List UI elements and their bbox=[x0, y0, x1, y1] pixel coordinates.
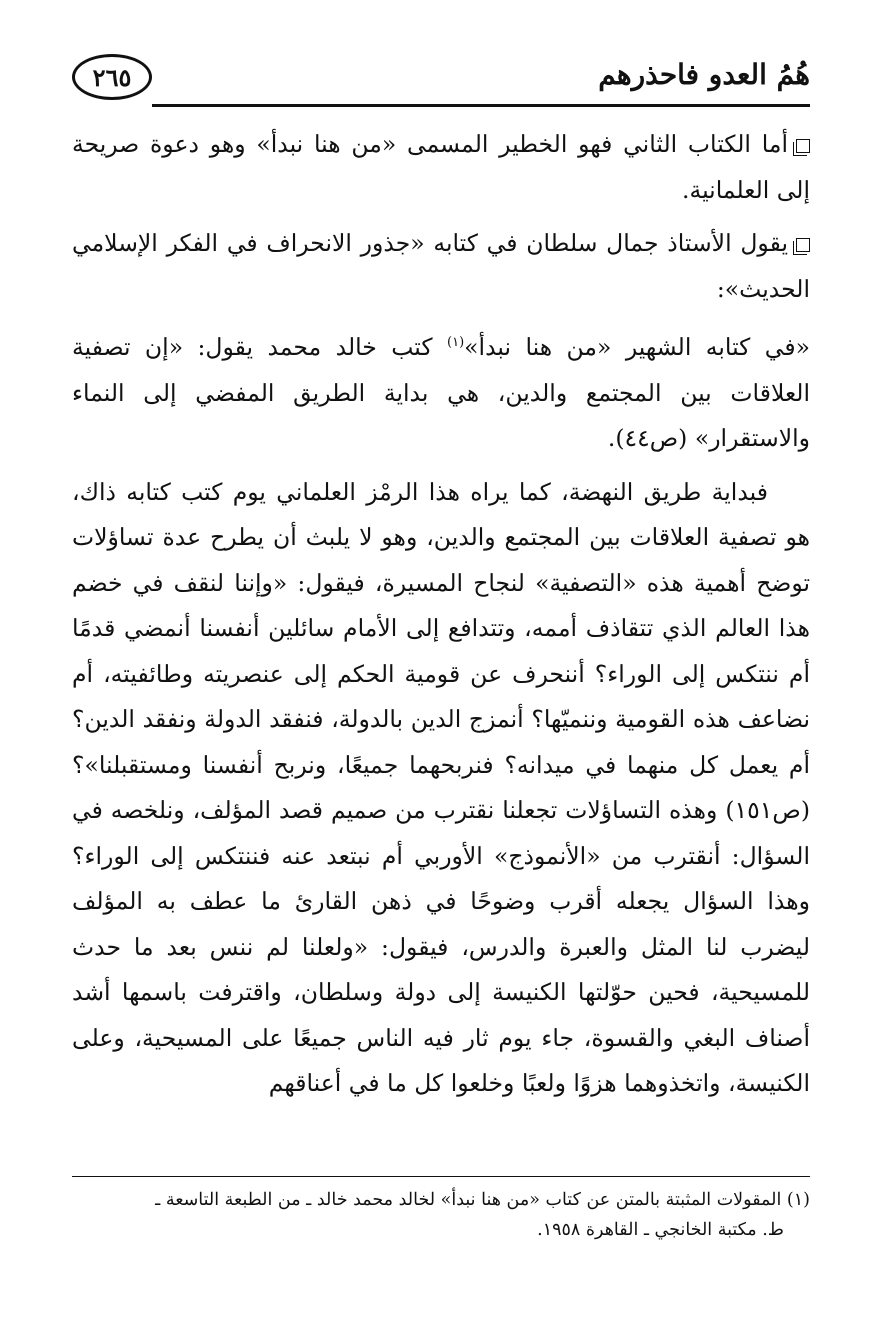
paragraph-4-text: فبداية طريق النهضة، كما يراه هذا الرمْز العلماني يوم كتب كتابه ذاك، هو تصفية العلاقات بين المجتمع والدين، وهو لا يلبث أن يطرح عدة تساؤلات توضح أهمية هذه «التصفية» لنجاح المسيرة، فيقول: «وإننا لنقف في خضم هذا العالم الذي تتقاذف أممه، وتتدافع إلى الأمام سائلين أنفسنا أنمضي قدمًا أم ننتكس إلى الوراء؟ أننحرف عن قومية الحكم إلى عنصريته وطائفيته، أم نضاعف هذه القومية وننميّها؟ أنمزج الدين بالدولة، فنفقد الدولة ونفقد الدين؟ أم يعمل كل منهما في ميدانه؟ فنربحهما جميعًا، ونربح أنفسنا ومستقبلنا»؟ (ص١٥١) وهذه التساؤلات تجعلنا نقترب من صميم قصد المؤلف، ونلخصه في السؤال: أنقترب من «الأنموذج» الأوربي أم نبتعد عنه فننتكس إلى الوراء؟ وهذا السؤال يجعله أقرب وضوحًا في ذهن القارئ ما عطف به المؤلف ليضرب لنا المثل والعبرة والدرس، فيقول: «ولعلنا لم ننس بعد ما حدث للمسيحية، فحين حوّلتها الكنيسة إلى دولة وسلطان، واقترفت باسمها أشد أصناف البغي والقسوة، جاء يوم ثار فيه الناس جميعًا على المسيحية، وعلى الكنيسة، واتخذوهما هزوًا ولعبًا وخلعوا كل ما في أعناقهم bbox=[72, 477, 810, 1097]
footnote-divider bbox=[72, 1176, 810, 1177]
paragraph-3-quote bbox=[72, 320, 810, 462]
footnote-reference-1: (١) bbox=[447, 335, 465, 350]
paragraph-2 bbox=[72, 221, 810, 312]
header-divider bbox=[152, 104, 810, 107]
running-title: هُمُ العدو فاحذرهم bbox=[598, 58, 810, 91]
paragraph-1-text: أما الكتاب الثاني فهو الخطير المسمى «من هنا نبدأ» وهو دعوة صريحة إلى العلمانية. bbox=[72, 130, 810, 204]
square-bullet-icon bbox=[796, 238, 810, 252]
footnote-1-line-1: (١) المقولات المثبتة بالمتن عن كتاب «من هنا نبدأ» لخالد محمد خالد ـ من الطبعة التاسعة ـ bbox=[155, 1190, 810, 1210]
footnotes bbox=[72, 1185, 810, 1245]
paragraph-2-text: يقول الأستاذ جمال سلطان في كتابه «جذور الانحراف في الفكر الإسلامي الحديث»: bbox=[72, 229, 810, 303]
paragraph-4 bbox=[72, 470, 810, 1107]
page-number: ٢٦٥ bbox=[72, 54, 152, 100]
main-text bbox=[72, 122, 810, 1107]
square-bullet-icon bbox=[796, 139, 810, 153]
paragraph-1 bbox=[72, 122, 810, 213]
page-header bbox=[72, 48, 810, 110]
footnote-1-line-2: ط. مكتبة الخانجي ـ القاهرة ١٩٥٨. bbox=[537, 1220, 784, 1240]
paragraph-3-text-end: كتب خالد محمد يقول: «إن تصفية العلاقات بين المجتمع والدين، هي بداية الطريق المفضي إلى النماء والاستقرار» (ص٤٤). bbox=[72, 333, 810, 452]
paragraph-3-text-start: «في كتابه الشهير «من هنا نبدأ» bbox=[464, 333, 810, 361]
